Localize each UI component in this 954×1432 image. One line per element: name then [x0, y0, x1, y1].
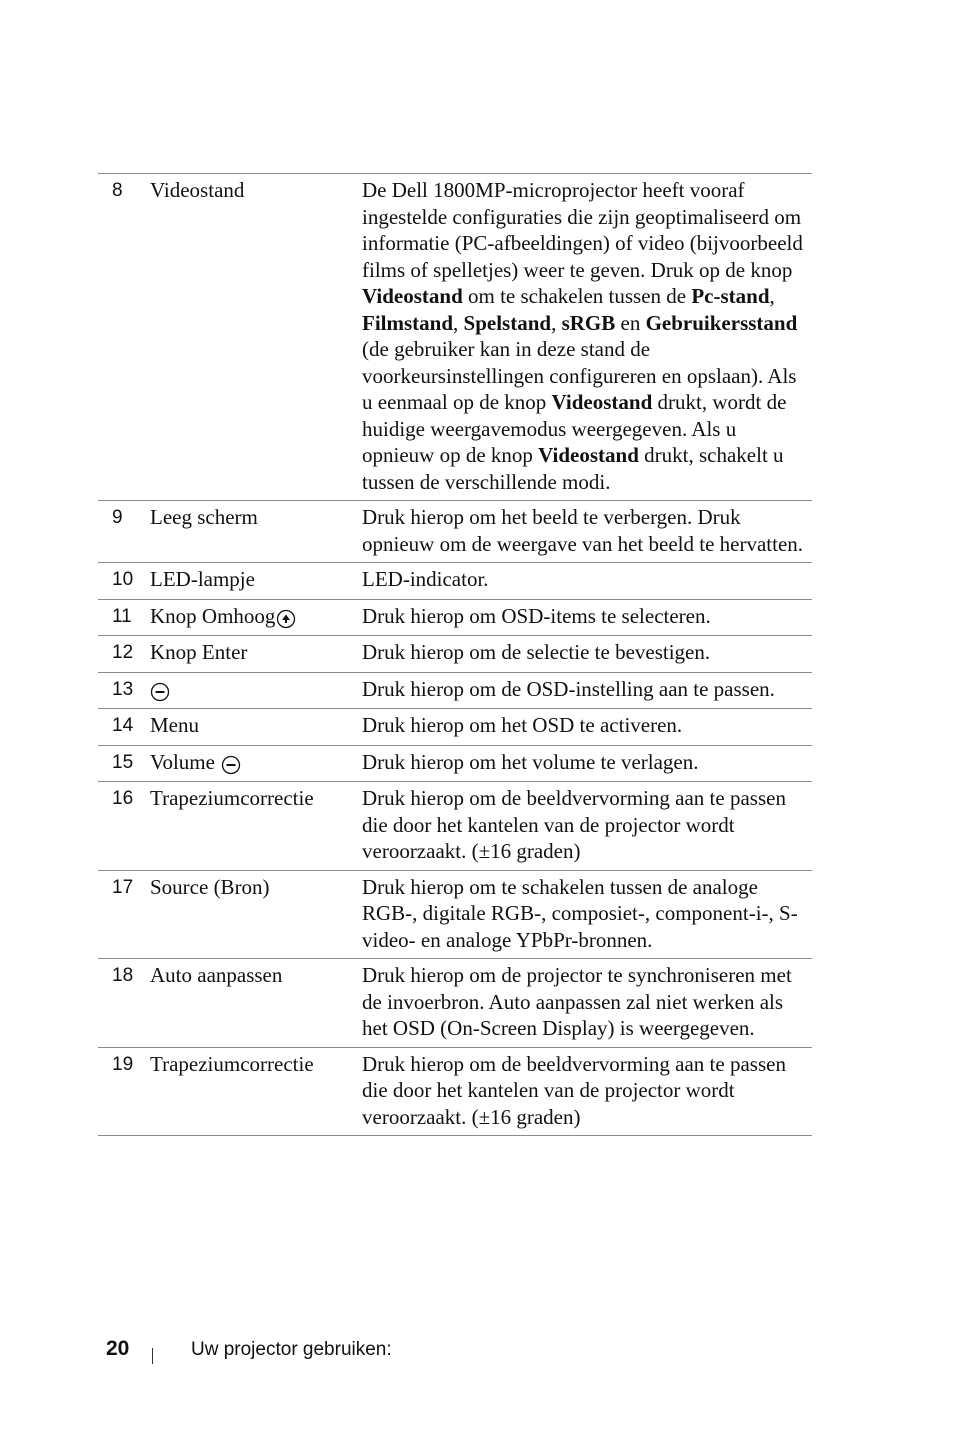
description-text: om te schakelen tussen de: [462, 284, 692, 308]
description-bold-term: Videostand: [362, 284, 463, 308]
row-number: 10: [112, 569, 134, 590]
control-name: [150, 785, 362, 865]
control-name-text: Menu: [150, 713, 199, 737]
control-description: [362, 962, 812, 1042]
table-row: [98, 501, 812, 563]
description-text: ,: [453, 310, 464, 335]
control-description: [362, 566, 812, 594]
up-arrow-circle-icon: [276, 609, 296, 629]
description-text: Druk hierop om de OSD-instelling aan te passen.: [362, 676, 775, 701]
control-description: [362, 639, 812, 667]
minus-circle-icon: [221, 755, 241, 775]
control-description: [362, 504, 812, 557]
description-text: Druk hierop om de beeldvervorming aan te passen die door het kantelen van de projector wordt veroorzaakt. (±16 graden): [362, 786, 786, 863]
row-number: 11: [112, 605, 132, 627]
control-name-text: Auto aanpassen: [150, 963, 283, 987]
control-name: [150, 676, 362, 704]
control-name-text: Volume: [150, 749, 215, 774]
control-description: [362, 177, 812, 495]
table-row: [98, 782, 812, 871]
control-description: [362, 603, 812, 631]
description-bold-term: sRGB: [561, 310, 616, 335]
description-text: De Dell 1800MP-microprojector heeft vooraf ingestelde configuraties die zijn geoptimaliseerd om informatie (PC-afbeeldingen) of video (bijvoorbeeld films of spelletjes) weer te geven. Druk op de knop: [362, 178, 803, 282]
control-name-text: Trapeziumcorrectie: [150, 1051, 314, 1076]
control-description: [362, 874, 812, 954]
description-bold-term: Pc-stand: [691, 284, 770, 308]
chapter-title: Uw projector gebruiken:: [191, 1339, 392, 1360]
control-name: [150, 639, 362, 667]
control-description: [362, 1051, 812, 1131]
description-text: ,: [551, 310, 562, 335]
description-text: Druk hierop om het beeld te verbergen. Druk opnieuw om de weergave van het beeld te hervatten.: [362, 505, 804, 556]
description-bold-term: Videostand: [551, 390, 653, 414]
description-bold-term: Spelstand: [463, 310, 552, 335]
table-row: [98, 673, 812, 710]
description-text: (de gebruiker kan in deze stand de voorkeursinstellingen configureren en opslaan). Als u eenmaal op de knop: [362, 337, 797, 414]
control-name-text: Source (Bron): [150, 874, 270, 899]
control-name: [150, 712, 362, 740]
description-text: Druk hierop om te schakelen tussen de analoge RGB-, digitale RGB-, composiet-, component-i-, S-video- en analoge YPbPr-bronnen.: [362, 874, 798, 952]
control-name: [150, 603, 362, 631]
table-row: [98, 871, 812, 960]
table-row: [98, 636, 812, 673]
description-bold-term: Gebruikersstand: [645, 310, 798, 335]
row-number: 8: [112, 180, 123, 201]
row-number: 12: [112, 642, 134, 663]
control-name: [150, 566, 362, 594]
control-name: [150, 962, 362, 1042]
description-bold-term: Videostand: [538, 443, 639, 467]
control-name-text: Leeg scherm: [150, 505, 258, 529]
controls-table: [98, 173, 812, 1136]
description-text: LED-indicator.: [362, 567, 489, 591]
row-number: 13: [112, 678, 134, 700]
control-name-text: Knop Enter: [150, 640, 248, 664]
table-row: [98, 600, 812, 637]
description-text: ,: [769, 284, 775, 308]
page-number: 20: [106, 1337, 130, 1360]
description-text: Druk hierop om de beeldvervorming aan te passen die door het kantelen van de projector wordt veroorzaakt. (±16 graden): [362, 1051, 786, 1129]
description-text: drukt, wordt de huidige weergavemodus weergegeven. Als u opnieuw op de knop: [362, 390, 787, 467]
control-description: [362, 676, 812, 704]
row-number: 16: [112, 788, 134, 809]
description-text: Druk hierop om de selectie te bevestigen.: [362, 640, 711, 664]
row-number: 17: [112, 876, 134, 898]
control-name-text: Videostand: [150, 178, 245, 202]
description-text: en: [615, 310, 646, 335]
table-row: [98, 563, 812, 600]
table-row: [98, 709, 812, 746]
control-name: [150, 504, 362, 557]
minus-circle-icon: [150, 682, 170, 702]
footer-divider: [152, 1348, 153, 1364]
table-row: [98, 1048, 812, 1137]
description-text: drukt, schakelt u tussen de verschillende modi.: [362, 443, 784, 494]
row-number: 9: [112, 507, 123, 528]
description-text: Druk hierop om het OSD te activeren.: [362, 713, 683, 737]
description-text: Druk hierop om OSD-items te selecteren.: [362, 603, 711, 628]
control-name-text: Knop Omhoog: [150, 603, 276, 628]
table-row: [98, 746, 812, 783]
row-number: 15: [112, 751, 134, 773]
table-row: [98, 174, 812, 501]
control-description: [362, 785, 812, 865]
row-number: 19: [112, 1053, 134, 1075]
description-text: Druk hierop om de projector te synchroniseren met de invoerbron. Auto aanpassen zal niet werken als het OSD (On-Screen Display) is weergegeven.: [362, 963, 792, 1040]
control-name-text: LED-lampje: [150, 567, 255, 591]
description-text: Druk hierop om het volume te verlagen.: [362, 749, 699, 774]
control-name: [150, 874, 362, 954]
table-row: [98, 959, 812, 1048]
description-bold-term: Filmstand: [362, 310, 454, 335]
row-number: 18: [112, 965, 134, 986]
row-number: 14: [112, 715, 134, 736]
control-name-text: Trapeziumcorrectie: [150, 786, 314, 810]
control-name: [150, 1051, 362, 1131]
control-description: [362, 712, 812, 740]
control-name: [150, 749, 362, 777]
control-description: [362, 749, 812, 777]
control-name: [150, 177, 362, 495]
